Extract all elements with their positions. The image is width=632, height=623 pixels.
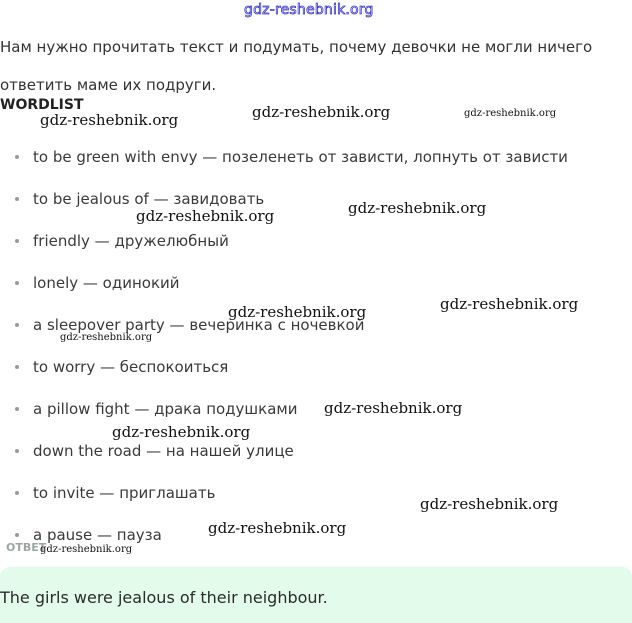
watermark: gdz-reshebnik.org: [228, 303, 367, 321]
list-item-text: to worry — беспокоиться: [33, 358, 229, 376]
site-watermark: gdz-reshebnik.org: [244, 2, 374, 18]
watermark: gdz-reshebnik.org: [112, 423, 251, 441]
list-item-text: to be jealous of — завидовать: [33, 190, 265, 208]
list-item-text: to be green with envy — позеленеть от зависти, лопнуть от зависти: [33, 148, 568, 166]
list-item-text: lonely — одинокий: [33, 274, 180, 292]
watermark: gdz-reshebnik.org: [208, 519, 347, 537]
watermark: gdz-reshebnik.org: [348, 199, 487, 217]
list-item-text: a sleepover party — вечеринка с ночевкой: [33, 316, 365, 334]
watermark: gdz-reshebnik.org: [252, 103, 391, 121]
bullet-icon: [15, 491, 19, 495]
task-text: [0, 28, 620, 104]
watermark: gdz-reshebnik.org: [60, 332, 153, 343]
task-line-1: Нам нужно прочитать текст и подумать, почему девочки не могли ничего: [0, 38, 593, 56]
watermark: gdz-reshebnik.org: [40, 544, 133, 555]
bullet-icon: [15, 407, 19, 411]
list-item-text: a pause — пауза: [33, 526, 162, 544]
list-item-text: a pillow fight — драка подушками: [33, 400, 298, 418]
watermark: gdz-reshebnik.org: [40, 111, 179, 129]
bullet-icon: [15, 365, 19, 369]
list-item: [0, 430, 568, 472]
watermark: gdz-reshebnik.org: [420, 495, 559, 513]
watermark: gdz-reshebnik.org: [136, 207, 275, 225]
wordlist-title: WORDLIST: [0, 97, 84, 113]
bullet-icon: [15, 281, 19, 285]
answer-label: ОТВЕТ: [6, 541, 47, 554]
list-item: [0, 136, 568, 178]
bullet-icon: [15, 155, 19, 159]
list-item-text: friendly — дружелюбный: [33, 232, 229, 250]
list-item: [0, 388, 568, 430]
bullet-icon: [15, 449, 19, 453]
watermark: gdz-reshebnik.org: [440, 295, 579, 313]
list-item-text: to invite — приглашать: [33, 484, 216, 502]
list-item-text: down the road — на нашей улице: [33, 442, 294, 460]
bullet-icon: [15, 239, 19, 243]
bullet-icon: [15, 323, 19, 327]
answer-text: The girls were jealous of their neighbour.: [0, 588, 328, 607]
watermark: gdz-reshebnik.org: [324, 399, 463, 417]
list-item: [0, 346, 568, 388]
bullet-icon: [15, 197, 19, 201]
watermark: gdz-reshebnik.org: [464, 108, 557, 119]
list-item: [0, 220, 568, 262]
bullet-icon: [15, 533, 19, 537]
task-line-2: ответить маме их подруги.: [0, 76, 217, 94]
